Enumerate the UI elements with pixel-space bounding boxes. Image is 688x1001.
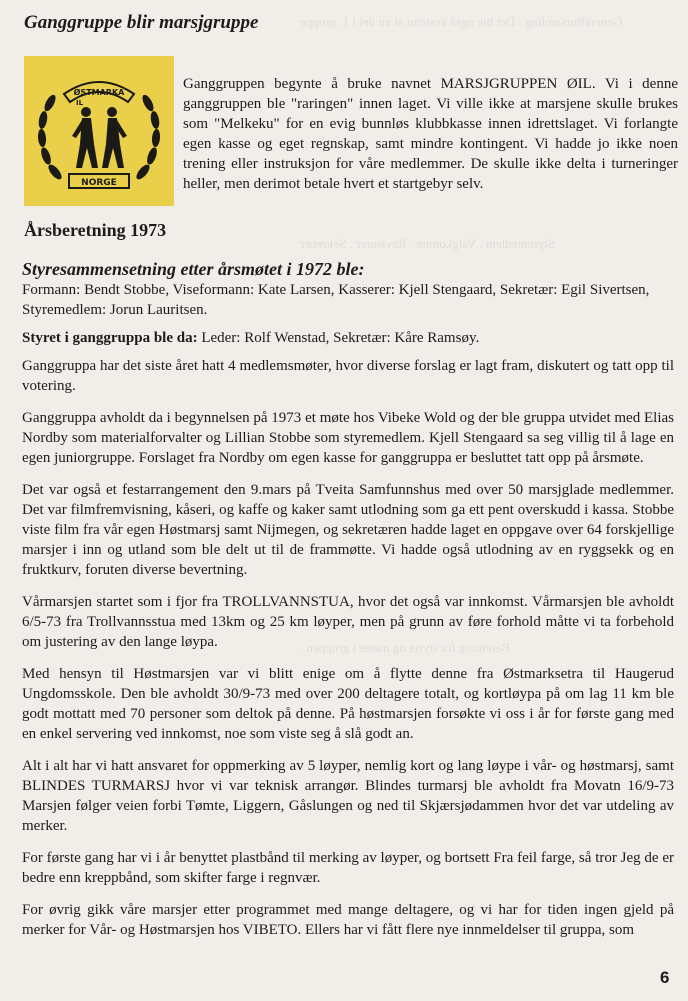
paragraph: Ganggruppa har det siste året hatt 4 medlemsmøter, hvor diverse forslag er lagt fram, diskutert og tatt opp til votering. (22, 358, 674, 394)
paragraph: For første gang har vi i år benyttet plastbånd til merking av løyper, og bortsett Fra feil farge, så tror Jeg de er bedre enn kreppbånd, som skifter farge i regnvær. (22, 850, 674, 886)
show-through-text: Beretning fra styret og møter i gruppen . (300, 640, 511, 655)
paragraph: For øvrig gikk våre marsjer etter programmet med mange deltagere, og vi har for tiden ingen gjeld på merker for Vår- og Høstmarsjen hos VIBETO. Ellers har vi fått flere nye innmeldelser til gruppa, som (22, 902, 674, 938)
paragraph: Vårmarsjen startet som i fjor fra TROLLVANNSTUA, hvor det også var innkomst. Vårmarsjen ble avholdt 6/5-73 fra Trollvannsstua med 13km og 25 km løyper, men på grunn av føre forhold måtte vi ta forbehold om justering av den lange løypa. (22, 594, 674, 650)
paragraph: Det var også et festarrangement den 9.mars på Tveita Samfunnshus med over 50 marsjglade medlemmer. Det var filmfremvisning, kåseri, og kaffe og kaker samt utlodning som ga ett pent overskudd i kassa. Stobbe viste film fra vår egen Høstmarsj samt Nijmegen, og sekretæren hadde laget en oppgave over 64 forskjellige marsjer i inn og utland som ble delt ut til de frammøtte. Vi hadde også utlodning av en ryggsekk og en fruktkurv, foruten diverse bevertning. (22, 482, 674, 578)
show-through-text: Generalforsamling . Det ble også avstemt at en del i 1. gruppe (300, 14, 623, 29)
svg-text:NORGE: NORGE (81, 178, 117, 188)
group-board-label: Styret i ganggruppa ble da: (22, 330, 198, 346)
page-number: 6 (660, 968, 670, 987)
board-members: Formann: Bendt Stobbe, Viseformann: Kate Larsen, Kasserer: Kjell Stengaard, Sekretær: Egil Sivertsen, Styremedlem: Jorun Lauritsen. (22, 282, 650, 318)
group-board (22, 328, 674, 348)
paragraph: Alt i alt har vi hatt ansvaret for oppmerking av 5 løyper, nemlig kort og lang løype i vår- og høstmarsj, samt BLINDES TURMARSJ hvor vi var teknisk arrangør. Blindes turmarsj ble avholdt fra Movatn 16/9-73 Marsjen følger veien forbi Tømte, Liggern, Gåslungen og ned til Skjærsjødammen hvor det var utdeling av merker. (22, 758, 674, 834)
section-heading: Årsberetning 1973 (24, 220, 167, 240)
svg-text:ØSTMARKA: ØSTMARKA (73, 88, 125, 97)
intro-paragraph: Ganggruppen begynte å bruke navnet MARSJGRUPPEN ØIL. Vi i denne ganggruppen ble "raringen" innen laget. Vi ville ikke at marsjene skulle brukes som "Melkeku" for en evig bunnløs klubbkasse innen idrettslaget. Vi forlangte egen kasse og eget regnskap, samt mindre kontingent. Vi hadde jo ikke noen trening eller instruksjon for våre medlemmer. De skulle ikke delta i turneringer heller, men derimot betale hvert et startgebyr selv. (183, 76, 678, 192)
report-body (22, 258, 674, 952)
svg-text:IL: IL (76, 99, 84, 107)
paragraph: Med hensyn til Høstmarsjen var vi blitt enige om å flytte denne fra Østmarksetra til Haugerud Ungdomsskole. Den ble avholdt 30/9-73 med over 200 deltagere totalt, og kortløypa på om lag 11 km ble godt mottatt med 70 personer som deltok på denne. På høstmarsjen forsøkte vi oss i år for første gang med en enkel servering ved innkomst, noe som viste seg å slå godt an. (22, 666, 674, 742)
show-through-text: Styremedlem . Valgkomite . Revisorer . Sekretær (300, 236, 556, 251)
club-logo (24, 56, 174, 206)
board-heading: Styresammensetning etter årsmøtet i 1972 ble: (22, 259, 365, 279)
page-title: Ganggruppe blir marsjgruppe (24, 12, 259, 33)
group-board-text: Leder: Rolf Wenstad, Sekretær: Kåre Ramsøy. (201, 330, 480, 346)
walkers-badge-icon (24, 56, 174, 206)
paragraph: Ganggruppa avholdt da i begynnelsen på 1973 et møte hos Vibeke Wold og der ble gruppa utvidet med Elias Nordby som materialforvalter og Lillian Stobbe som styremedlem. Kjell Stengaard sa seg villig til å lage en egen juniorgruppe. Forslaget fra Nordby om egen kasse for ganggruppa er besluttet tatt opp på årsmøte. (22, 410, 674, 466)
